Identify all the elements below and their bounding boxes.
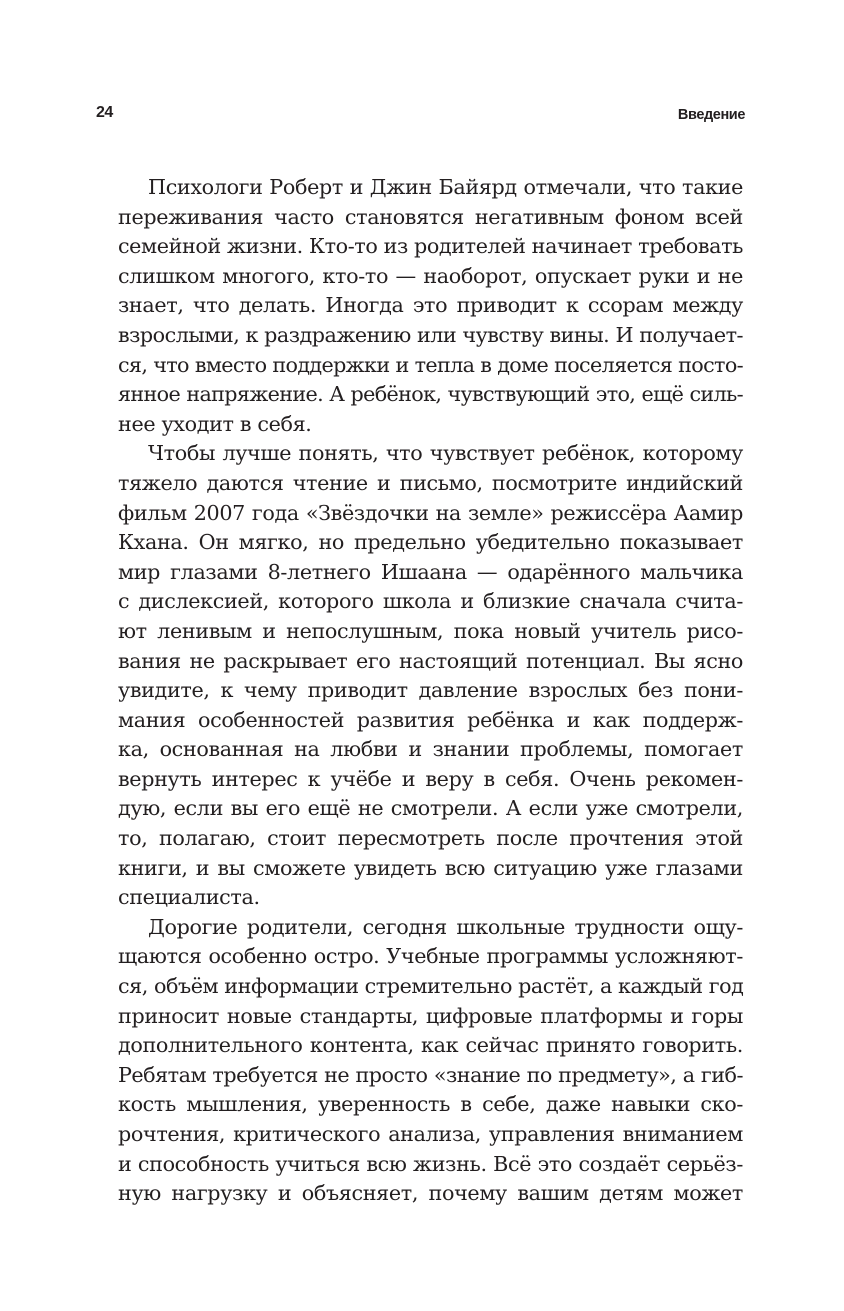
paragraph-3 [118, 913, 743, 1209]
text-line: Дорогие родители, сегодня школьные трудности ощу- [148, 914, 743, 939]
text-line: щаются особенно остро. Учебные программы усложняют- [118, 944, 743, 969]
text-line: с дислексией, которого школа и близкие сначала счита- [118, 589, 743, 614]
text-line: рочтения, критического анализа, управления вниманием [118, 1122, 743, 1146]
text-line: Психологи Роберт и Джин Байярд отмечали, что такие [148, 175, 743, 199]
text-line: слишком многого, кто-то — наоборот, опускает руки и не [118, 263, 743, 288]
paragraph-1 [118, 173, 743, 439]
text-line: ка, основанная на любви и знании проблемы, помогает [118, 737, 743, 762]
text-line: вернуть интерес к учёбе и веру в себя. Очень рекомен- [118, 766, 743, 791]
text-line: взрослыми, к раздражению или чувству вины. И получает- [118, 322, 743, 347]
text-line: ную нагрузку и объясняет, почему вашим детям может [118, 1181, 743, 1206]
text-line: увидите, к чему приводит давление взрослых без пони- [118, 678, 743, 703]
text-line: нее уходит в себя. [118, 411, 312, 436]
text-line: приносит новые стандарты, цифровые платформы и горы [118, 1003, 743, 1028]
text-line: тяжело даются чтение и письмо, посмотрите индийский [118, 470, 743, 495]
text-line: фильм 2007 года «Звёздочки на земле» режиссёра Аамир [118, 500, 743, 525]
running-head: Введение [677, 107, 745, 123]
text-line: мания особенностей развития ребёнка и как поддерж- [118, 707, 743, 732]
text-line: Кхана. Он мягко, но предельно убедительно показывает [118, 530, 743, 555]
body-text [118, 173, 743, 1209]
text-line: ют ленивым и непослушным, пока новый учитель рисо- [118, 618, 743, 643]
text-line: Чтобы лучше понять, что чувствует ребёнок, которому [148, 441, 743, 466]
text-line: Ребятам требуется не просто «знание по предмету», а гиб- [118, 1062, 743, 1087]
text-line: дополнительного контента, как сейчас принято говорить. [118, 1033, 743, 1058]
text-line: семейной жизни. Кто-то из родителей начинает требовать [118, 234, 743, 259]
text-line: книги, и вы сможете увидеть всю ситуацию уже глазами [118, 855, 743, 880]
page-number: 24 [96, 104, 113, 121]
text-line: янное напряжение. А ребёнок, чувствующий это, ещё силь- [118, 382, 743, 407]
text-line: ся, объём информации стремительно растёт, а каждый год [118, 974, 744, 999]
text-line: переживания часто становятся негативным фоном всей [118, 204, 743, 229]
text-line: и способность учиться всю жизнь. Всё это создаёт серьёз- [118, 1151, 743, 1176]
text-line: кость мышления, уверенность в себе, даже навыки ско- [118, 1092, 743, 1117]
text-line: то, полагаю, стоит пересмотреть после прочтения этой [118, 826, 743, 851]
text-line: ся, что вместо поддержки и тепла в доме поселяется посто- [118, 352, 743, 377]
text-line: вания не раскрывает его настоящий потенциал. Вы ясно [118, 648, 743, 673]
text-line: знает, что делать. Иногда это приводит к ссорам между [118, 293, 743, 318]
text-line: дую, если вы его ещё не смотрели. А если уже смотрели, [118, 796, 743, 821]
paragraph-2 [118, 439, 743, 913]
text-line: специалиста. [118, 885, 260, 910]
text-line: мир глазами 8-летнего Ишаана — одарённого мальчика [118, 559, 743, 584]
